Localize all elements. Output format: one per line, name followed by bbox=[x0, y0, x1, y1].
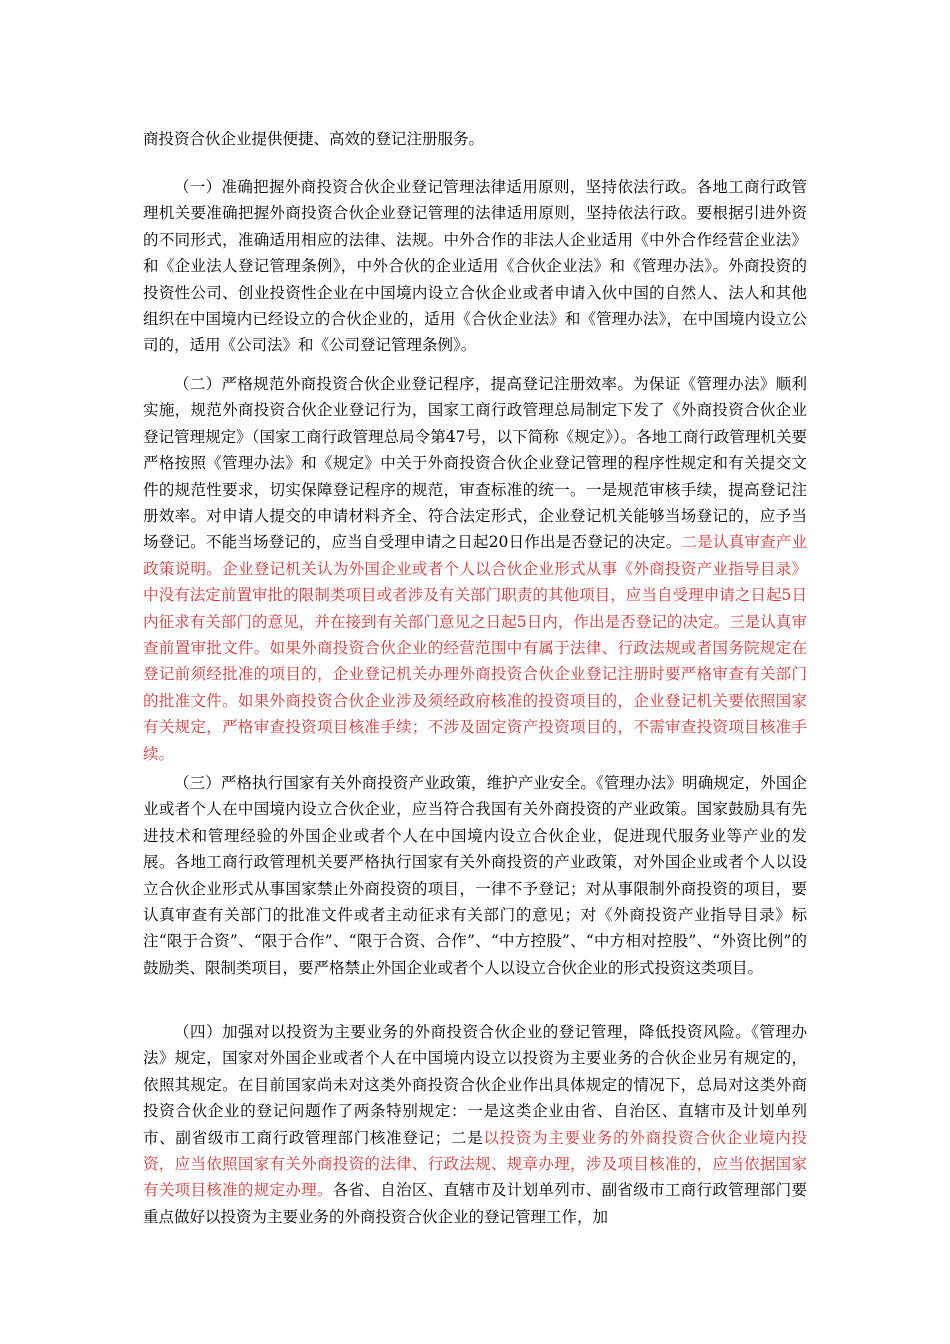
paragraph-intro-tail bbox=[143, 126, 807, 152]
paragraph-section-3 bbox=[143, 770, 807, 981]
paragraph-text: 商投资合伙企业提供便捷、高效的登记注册服务。 bbox=[143, 130, 485, 148]
paragraph-text: （一）准确把握外商投资合伙企业登记管理法律适用原则，坚持依法行政。各地工商行政管理机关要准确把握外商投资合伙企业登记管理的法律适用原则，坚持依法行政。要根据引进外资的不同形式，准确适用相应的法律、法规。中外合作的非法人企业适用《中外合作经营企业法》和《企业法人登记管理条例》，中外合伙的企业适用《合伙企业法》和《管理办法》。外商投资的投资性公司、创业投资性企业在中国境内设立合伙企业或者申请入伙中国的自然人、法人和其他组织在中国境内已经设立的合伙企业的，适用《合伙企业法》和《管理办法》，在中国境内设立公司的，适用《公司法》和《公司登记管理条例》。 bbox=[143, 178, 807, 355]
paragraph-text: （二）严格规范外商投资合伙企业登记程序，提高登记注册效率。为保证《管理办法》顺利实施，规范外商投资合伙企业登记行为，国家工商行政管理总局制定下发了《外商投资合伙企业登记管理规定》（国家工商行政管理总局令第47号，以下简称《规定》）。各地工商行政管理机关要严格按照《管理办法》和《规定》中关于外商投资合伙企业登记管理的程序性规定和有关提交文件的规范性要求，切实保障登记程序的规范，审查标准的统一。一是规范审核手续，提高登记注册效率。对申请人提交的申请材料齐全、符合法定形式，企业登记机关能够当场登记的，应予当场登记。不能当场登记的，应当自受理申请之日起20日作出是否登记的决定。 bbox=[143, 375, 807, 552]
paragraph-text: （三）严格执行国家有关外商投资产业政策，维护产业安全。《管理办法》明确规定，外国企业或者个人在中国境内设立合伙企业，应当符合我国有关外商投资的产业政策。国家鼓励具有先进技术和管理经验的外国企业或者个人在中国境内设立合伙企业，促进现代服务业等产业的发展。各地工商行政管理机关要严格执行国家有关外商投资的产业政策，对外国企业或者个人以设立合伙企业形式从事国家禁止外商投资的项目，一律不予登记；对从事限制外商投资的项目，要认真审查有关部门的批准文件或者主动征求有关部门的意见；对《外商投资产业指导目录》标注“限于合资”、“限于合作”、“限于合资、合作”、“中方控股”、“中方相对控股”、“外资比例”的鼓励类、限制类项目，要严格禁止外国企业或者个人以设立合伙企业的形式投资这类项目。 bbox=[143, 774, 807, 977]
paragraph-text: （四）加强对以投资为主要业务的外商投资合伙企业的登记管理，降低投资风险。《管理办法》规定，国家对外国企业或者个人在中国境内设立以投资为主要业务的合伙企业另有规定的，依照其规定。在目前国家尚未对这类外商投资合伙企业作出具体规定的情况下，总局对这类外商投资合伙企业的登记问题作了两条特别规定：一是这类企业由省、自治区、直辖市及计划单列市、副省级市工商行政管理部门核准登记；二是 bbox=[143, 1023, 807, 1147]
paragraph-section-4 bbox=[143, 1019, 807, 1230]
paragraph-text: 各省、自治区、直辖市及计划单列市、副省级市工商行政管理部门要重点做好以投资为主要业务的外商投资合伙企业的登记管理工作，加 bbox=[143, 1181, 807, 1226]
highlighted-text: 以投资为主要业务的外商投资合伙企业境内投资，应当依照国家有关外商投资的法律、行政法规、规章办理，涉及项目核准的，应当依据国家有关项目核准的规定办理。 bbox=[143, 1128, 807, 1200]
paragraph-section-2 bbox=[143, 371, 807, 767]
highlighted-text: 二是认真审查产业政策说明。企业登记机关认为外国企业或者个人以合伙企业形式从事《外商投资产业指导目录》中没有法定前置审批的限制类项目或者涉及有关部门职责的其他项目，应当自受理申请之日起5日内征求有关部门的意见，并在接到有关部门意见之日起5日内，作出是否登记的决定。三是认真审查前置审批文件。如果外商投资合伙企业的经营范围中有属于法律、行政法规或者国务院规定在登记前须经批准的项目的，企业登记机关办理外商投资合伙企业登记注册时要严格审查有关部门的批准文件。如果外商投资合伙企业涉及须经政府核准的投资项目的，企业登记机关要依照国家有关规定，严格审查投资项目核准手续；不涉及固定资产投资项目的，不需审查投资项目核准手续。 bbox=[143, 533, 807, 763]
paragraph-section-1 bbox=[143, 174, 807, 359]
